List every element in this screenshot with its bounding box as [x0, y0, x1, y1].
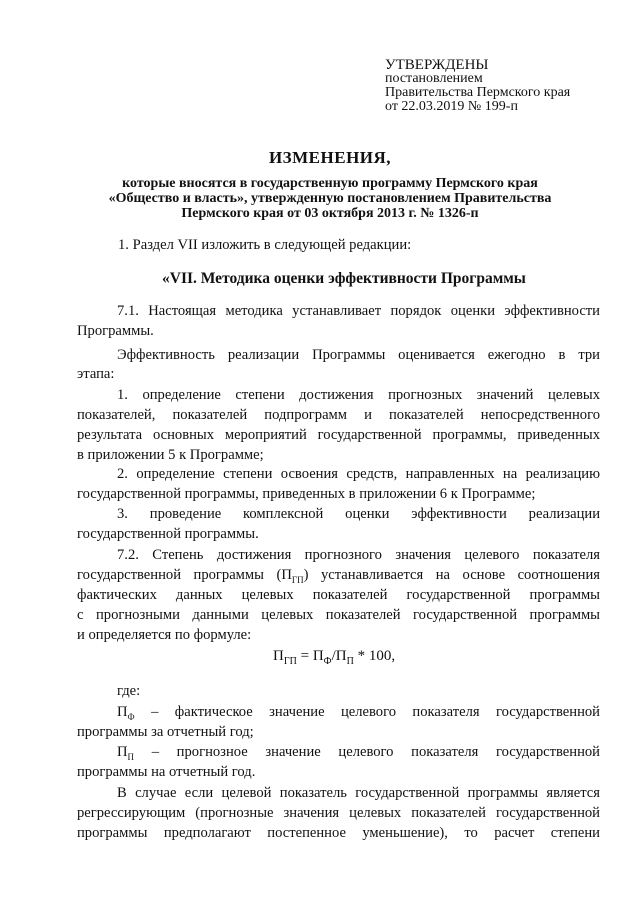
approval-date: от 22.03.2019 № 199-п — [385, 99, 518, 114]
stages-intro-line: Эффективность реализации Программы оценивается ежегодно в три — [117, 347, 600, 363]
stage-1-line: показателей, показателей подпрограмм и показателей непосредственного — [77, 407, 600, 423]
last-paragraph-line: программы предполагают постепенное уменьшение), то расчет степени — [77, 825, 600, 841]
title-main: ИЗМЕНЕНИЯ, — [268, 148, 392, 167]
paragraph-7-2-line: фактических данных целевых показателей государственной программы — [77, 587, 600, 603]
definition-fact-line: программы за отчетный год; — [77, 724, 254, 740]
title-line: которые вносятся в государственную программу Пермского края — [122, 176, 538, 191]
stage-3-line: 3. проведение комплексной оценки эффективности реализации — [117, 506, 600, 522]
document-title — [60, 148, 600, 221]
title-line: «Общество и власть», утвержденную постановлением Правительства — [108, 191, 552, 206]
formula: $П_{ГП} = П_Ф/П_П * 100$, — [273, 648, 396, 667]
section-heading: «VII. Методика оценки эффективности Программы — [162, 270, 526, 287]
last-paragraph-line: регрессирующим (прогнозные значения целевых показателей государственной — [77, 805, 600, 821]
where-label: где: — [117, 683, 141, 699]
item-1: 1. Раздел VII изложить в следующей редакции: — [118, 237, 412, 253]
approval-stamp — [385, 58, 570, 114]
approval-heading: УТВЕРЖДЕНЫ — [385, 57, 489, 73]
stage-1-line: 1. определение степени достижения прогнозных значений целевых — [117, 387, 600, 403]
paragraph-7-1-line: Программы. — [77, 323, 154, 339]
stage-3-line: государственной программы. — [77, 526, 259, 542]
paragraph-7-2-line: 7.2. Степень достижения прогнозного значения целевого показателя — [117, 547, 600, 563]
stage-1-line: в приложении 5 к Программе; — [77, 447, 264, 463]
paragraph-7-2-line: государственной программы $(П_{ГП})$ устанавливается на основе соотношения — [77, 567, 600, 585]
paragraph-7-1-line: 7.1. Настоящая методика устанавливает порядок оценки эффективности — [117, 303, 600, 319]
paragraph-7-2-line: с прогнозными данными целевых показателей государственной программы — [77, 607, 600, 623]
approval-line: Правительства Пермского края — [385, 85, 571, 100]
definition-fact: $П_Ф$ – фактическое значение целевого показателя государственной — [117, 704, 600, 722]
approval-line: постановлением — [385, 71, 483, 86]
title-line: Пермского края от 03 октября 2013 г. № 1326-п — [181, 206, 479, 221]
definition-forecast: $П_П$ – прогнозное значение целевого показателя государственной — [117, 744, 600, 762]
stage-1-line: результата основных мероприятий государственной программы, приведенных — [77, 427, 600, 443]
definition-forecast-line: программы на отчетный год. — [77, 764, 256, 780]
stage-2-line: государственной программы, приведенных в приложении 6 к Программе; — [77, 486, 536, 502]
paragraph-7-2-line: и определяется по формуле: — [77, 627, 252, 643]
stage-2-line: 2. определение степени освоения средств, направленных на реализацию — [117, 466, 600, 482]
last-paragraph-line: В случае если целевой показатель государственной программы является — [117, 785, 600, 801]
stages-intro-line: этапа: — [77, 366, 115, 382]
